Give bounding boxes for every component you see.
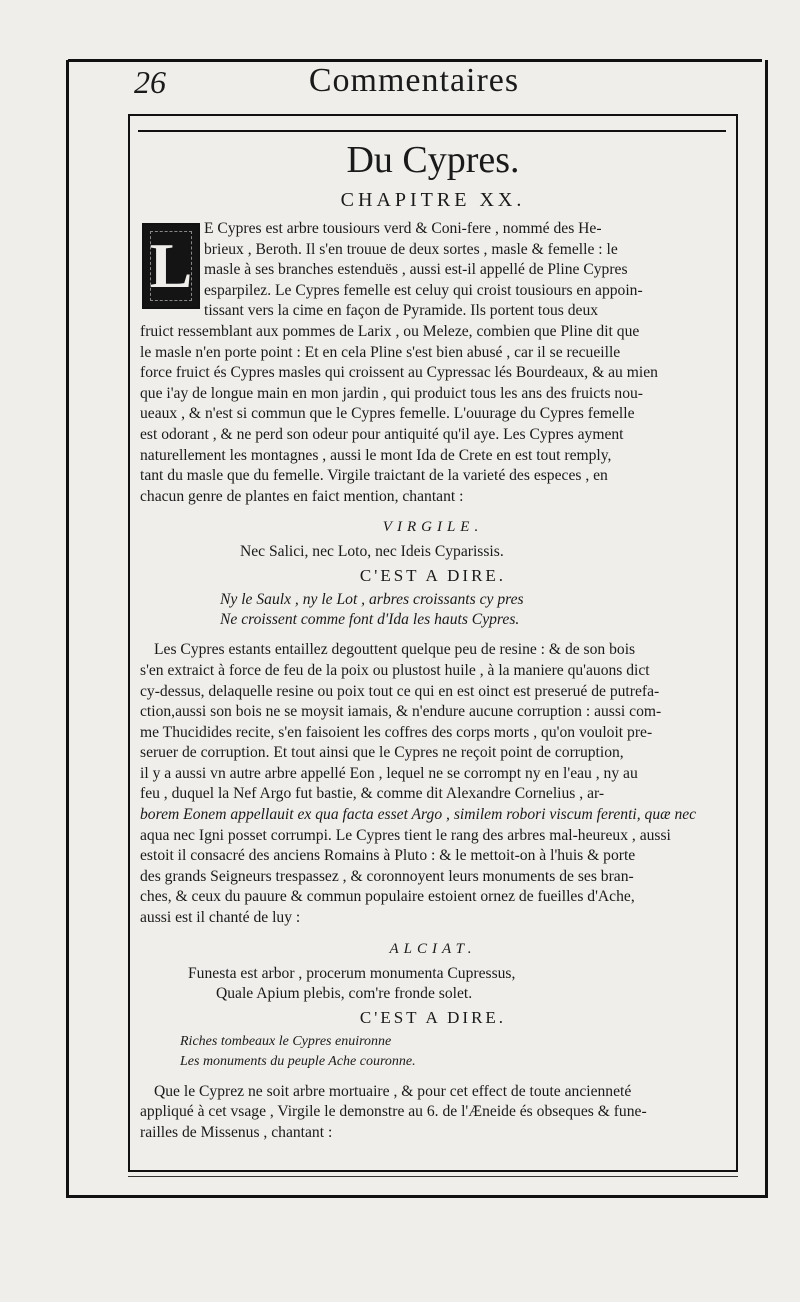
text-line: chacun genre de plantes en faict mention, chantant : (140, 487, 464, 505)
drop-cap-ornament: L (142, 223, 200, 309)
virgile-french-verse-2: Ne croissent comme font d'Ida les hauts Cypres. (220, 611, 520, 629)
text-line: seruer de corruption. Et tout ainsi que le Cypres ne reçoit point de corruption, (140, 744, 624, 762)
inner-rule (138, 130, 726, 132)
text-line: tant du masle que du femelle. Virgile traictant de la varieté des especes , en (140, 467, 608, 485)
bottom-rule (128, 1176, 738, 1177)
virgile-heading: VIRGILE. (382, 519, 484, 536)
text-line: estoit il consacré des anciens Romains à Pluto : & le mettoit-on à l'huis & porte (140, 847, 636, 865)
text-line: Que le Cyprez ne soit arbre mortuaire , & pour cet effect de toute ancienneté (154, 1082, 632, 1100)
alciat-latin-verse-2: Quale Apium plebis, com're fronde solet. (216, 984, 473, 1002)
text-line: ueaux , & n'est si commun que le Cypres femelle. L'ouurage du Cypres femelle (140, 405, 635, 423)
paragraph-3 (140, 1082, 726, 1144)
alciat-heading: ALCIAT. (389, 940, 477, 957)
text-line: s'en extraict à force de feu de la poix ou plustost huile , à la maniere qu'auons dict (140, 661, 650, 679)
cest-a-dire-heading-2: C'EST A DIRE. (359, 1007, 507, 1027)
text-line: appliqué à cet vsage , Virgile le demonstre au 6. de l'Æneide és obseques & fune- (140, 1103, 647, 1121)
chapter-number: CHAPITRE XX. (340, 189, 526, 211)
text-line: tissant vers la cime en façon de Pyramide. Ils portent tous deux (204, 302, 599, 320)
text-line: masle à ses branches estenduës , aussi est-il appellé de Pline Cypres (204, 261, 628, 279)
paragraph-2 (140, 640, 726, 928)
text-line: force fruict és Cypres masles qui croissent au Cypressac lés Bourdeaux, & au mien (140, 364, 658, 382)
text-line: esparpilez. Le Cypres femelle est celuy qui croist tousiours en appoin- (204, 281, 643, 299)
text-line: que i'ay de longue main en mon jardin , qui produict tous les ans des fruicts nou- (140, 384, 644, 402)
text-line: des grands Seigneurs trespassez , & coronnoyent leurs monuments de ses bran- (140, 867, 634, 885)
text-line: fruict ressemblant aux pommes de Larix , ou Meleze, combien que Pline dit que (140, 322, 640, 340)
running-title: Commentaires (308, 62, 520, 99)
text-line: est odorant , & ne perd son odeur pour antiquité qu'il aye. Les Cypres ayment (140, 425, 624, 443)
text-line: cy-dessus, delaquelle resine ou poix tout ce qui en est oinct est preserué de putrefa- (140, 682, 660, 700)
cest-a-dire-heading: C'EST A DIRE. (359, 566, 507, 586)
text-line: naturellement les montagnes , aussi le mont Ida de Crete en est tout remply, (140, 446, 612, 464)
text-line: ction,aussi son bois ne se moysit iamais, & n'endure aucune corruption : aussi com- (140, 703, 662, 721)
alciat-french-verse-1: Riches tombeaux le Cypres enuironne (180, 1033, 392, 1049)
text-line: feu , duquel la Nef Argo fut bastie, & comme dit Alexandre Cornelius , ar- (140, 785, 605, 803)
paragraph-1 (140, 219, 726, 507)
virgile-latin-verse: Nec Salici, nec Loto, nec Ideis Cyparissis. (240, 543, 504, 561)
page-number: 26 (134, 64, 166, 100)
running-head (66, 62, 762, 110)
text-line: E Cypres est arbre tousiours verd & Coni-fere , nommé des He- (204, 220, 602, 237)
text-line: railles de Missenus , chantant : (140, 1123, 333, 1141)
text-line: me Thucidides recite, s'en faisoient les coffres des corps morts , qu'on vouloit pre- (140, 723, 653, 741)
text-line: il y a aussi vn autre arbre appellé Eon , lequel ne se corrompt ny en l'eau , ny au (140, 764, 638, 782)
text-line: aqua nec Igni posset corrumpi. Le Cypres tient le rang des arbres mal-heureux , aussi (140, 826, 671, 844)
text-line: ches, & ceux du pauure & commun populaire estoient ornez de fueilles d'Ache, (140, 888, 635, 906)
chapter-title: Du Cypres. (346, 139, 520, 181)
text-line: aussi est il chanté de luy : (140, 909, 301, 927)
text-line: borem Eonem appellauit ex qua facta esset Argo , similem robori viscum ferenti, quæ nec (140, 806, 697, 824)
virgile-french-verse-1: Ny le Saulx , ny le Lot , arbres croissants cy pres (220, 591, 524, 609)
page-content (140, 133, 726, 1143)
alciat-french-verse-2: Les monuments du peuple Ache couronne. (180, 1053, 416, 1069)
text-line: le masle n'en porte point : Et en cela Pline s'est bien abusé , car il se recueille (140, 343, 621, 361)
alciat-latin-verse-1: Funesta est arbor , procerum monumenta Cupressus, (188, 964, 516, 982)
text-line: Les Cypres estants entaillez degouttent quelque peu de resine : & de son bois (154, 641, 636, 659)
text-line: brieux , Beroth. Il s'en trouue de deux sortes , masle & femelle : le (204, 240, 618, 258)
